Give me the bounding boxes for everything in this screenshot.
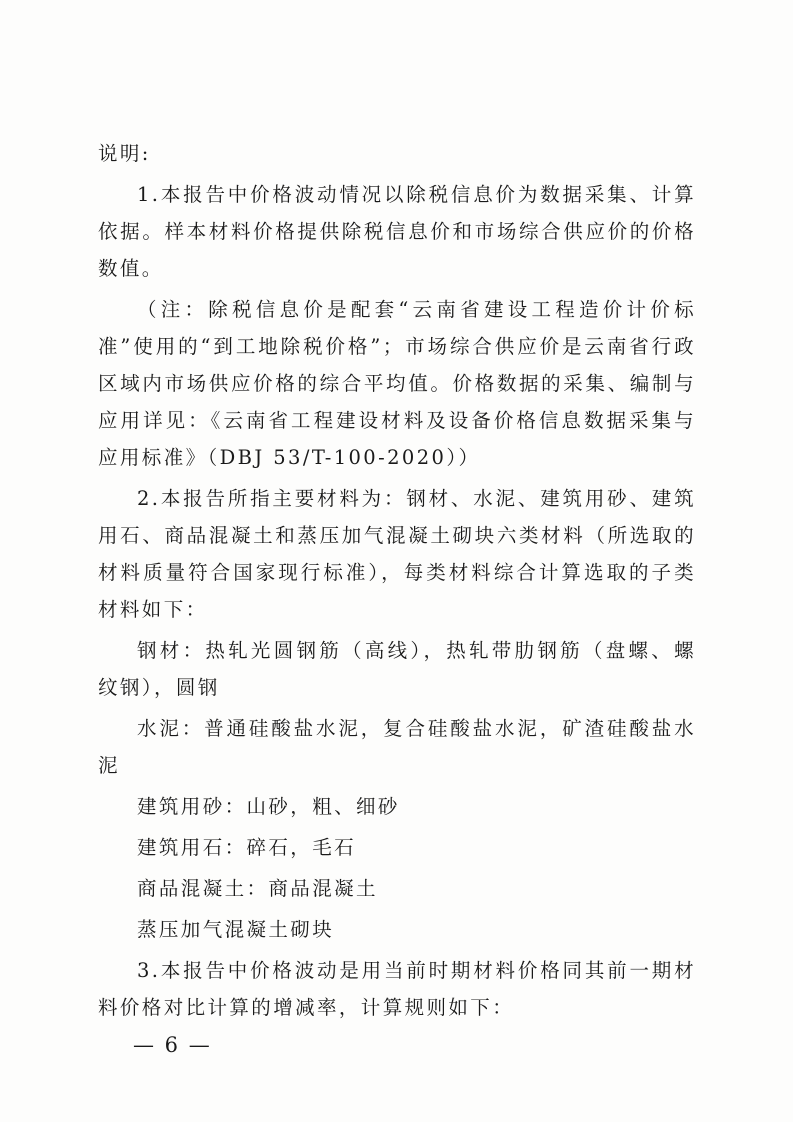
material-sand: 建筑用砂：山砂，粗、细砂: [137, 795, 400, 818]
material-cement: 水泥：普通硅酸盐水泥，复合硅酸盐水泥，矿渣硅酸盐水泥: [98, 717, 696, 777]
paragraph-1: 1.本报告中价格波动情况以除税信息价为数据采集、计算依据。样本材料价格提供除税信息价和市场综合供应价的价格数值。: [98, 183, 696, 280]
paragraph-note: （注：除税信息价是配套“云南省建设工程造价计价标准”使用的“到工地除税价格”；市场综合供应价是云南省行政区域内市场供应价格的综合平均值。价格数据的采集、编制与应用详见：《云南省工程建设材料及设备价格信息数据采集与应用标准》（DBJ 53/T-100-2020））: [98, 298, 696, 469]
material-block: 蒸压加气混凝土砌块: [137, 918, 335, 941]
material-concrete: 商品混凝土：商品混凝土: [137, 877, 378, 900]
paragraph-3: 3.本报告中价格波动是用当前时期材料价格同其前一期材料价格对比计算的增减率，计算规则如下：: [98, 959, 696, 1019]
section-heading: 说明:: [98, 142, 151, 165]
material-steel: 钢材：热轧光圆钢筋（高线），热轧带肋钢筋（盘螺、螺纹钢），圆钢: [98, 639, 696, 699]
document-body: [98, 135, 696, 1026]
page-number: — 6 —: [133, 1033, 212, 1057]
material-stone: 建筑用石：碎石，毛石: [137, 836, 357, 859]
paragraph-2: 2.本报告所指主要材料为：钢材、水泥、建筑用砂、建筑用石、商品混凝土和蒸压加气混凝土砌块六类材料（所选取的材料质量符合国家现行标准），每类材料综合计算选取的子类材料如下：: [98, 487, 696, 621]
